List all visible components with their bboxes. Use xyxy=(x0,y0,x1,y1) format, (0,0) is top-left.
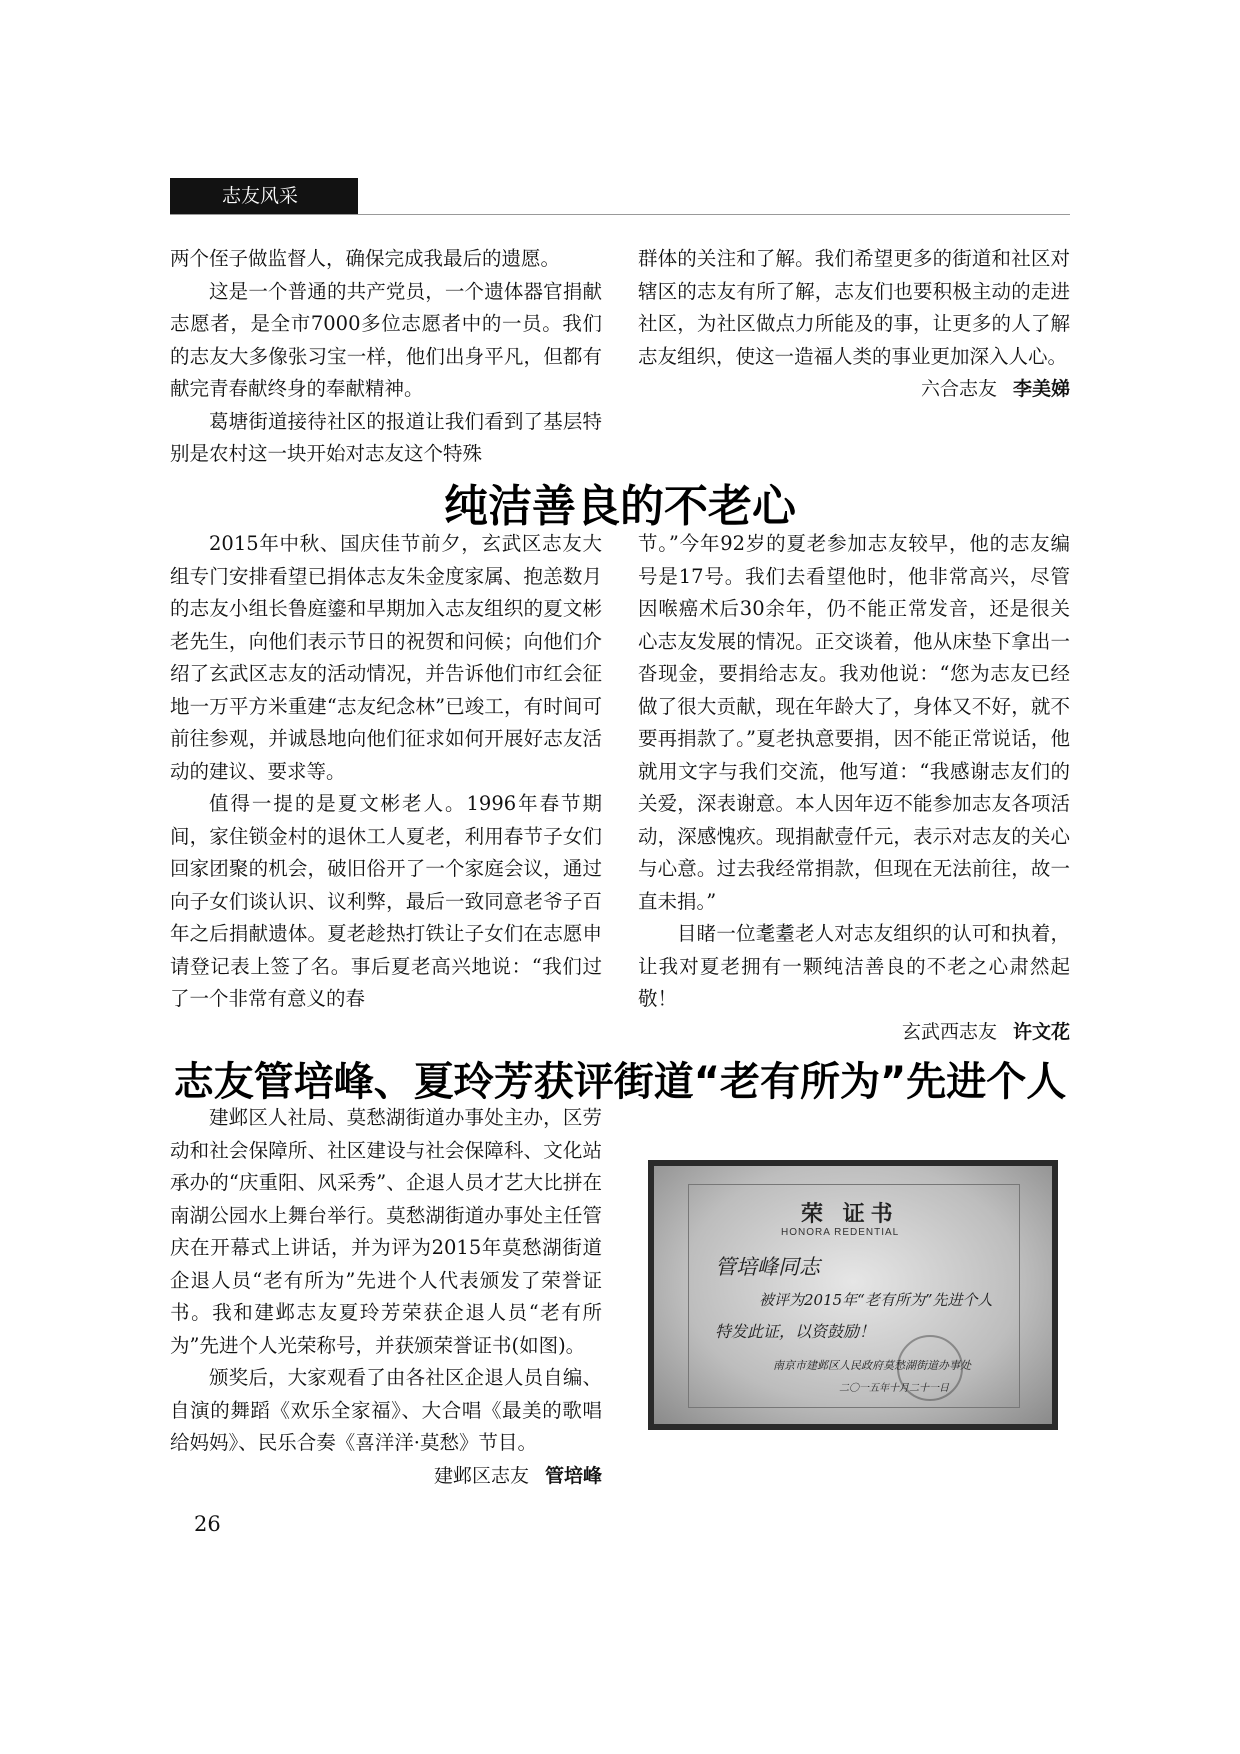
article3-column xyxy=(170,1102,602,1492)
article3-signature xyxy=(170,1460,602,1493)
article1-paragraph-2: 这是一个普通的共产党员，一个遗体器官捐献志愿者，是全市7000多位志愿者中的一员。我们的志友大多像张习宝一样，他们出身平凡，但都有献完青春献终身的奉献精神。 xyxy=(170,279,602,400)
certificate-recipient: 管培峰同志 xyxy=(715,1255,820,1279)
article1-right-column xyxy=(638,243,1070,406)
certificate-title: 荣 证书 xyxy=(801,1202,899,1227)
article3-paragraph-2: 颁奖后，大家观看了由各社区企退人员自编、自演的舞蹈《欢乐全家福》、大合唱《最美的歌唱给妈妈》、民乐合奏《喜洋洋·莫愁》节目。 xyxy=(170,1366,602,1454)
certificate-issuer: 南京市建邺区人民政府莫愁湖街道办事处 xyxy=(773,1359,971,1372)
article2-signature xyxy=(638,1016,1070,1049)
article1-signature-name: 李美娣 xyxy=(1012,378,1070,400)
certificate-photo xyxy=(648,1160,1058,1430)
article2-paragraph-1: 2015年中秋、国庆佳节前夕，玄武区志友大组专门安排看望已捐体志友朱金度家属、抱恙数月的志友小组长鲁庭鎏和早期加入志友组织的夏文彬老先生，向他们表示节日的祝贺和问候；向他们介绍了玄武区志友的活动情况，并告诉他们市红会征地一万平方米重建“志友纪念林”已竣工，有时间可前往参观，并诚恳地向他们征求如何开展好志友活动的建议、要求等。 xyxy=(170,532,602,783)
article1-paragraph-3: 葛塘街道接待社区的报道让我们看到了基层特别是农村这一块开始对志友这个特殊 xyxy=(170,409,602,465)
article3-title: 志友管培峰、夏玲芳获评街道“老有所为”先进个人 xyxy=(173,1059,1067,1105)
certificate-award-line: 被评为2015年“老有所为”先进个人 xyxy=(759,1291,993,1309)
article1-signature-place: 六合志友 xyxy=(920,378,997,400)
article3-paragraph-1: 建邺区人社局、莫愁湖街道办事处主办，区劳动和社会保障所、社区建设与社会保障科、文化站承办的“庆重阳、风采秀”、企退人员才艺大比拼在南湖公园水上舞台举行。莫愁湖街道办事处主任管庆在开幕式上讲话，并为评为2015年莫愁湖街道企退人员“老有所为”先进个人代表颁发了荣誉证书。我和建邺志友夏玲芳荣获企退人员“老有所为”先进个人光荣称号，并获颁荣誉证书(如图)。 xyxy=(170,1106,602,1357)
article1-signature xyxy=(638,373,1070,406)
article1-paragraph-1: 两个侄子做监督人，确保完成我最后的遗愿。 xyxy=(170,247,561,270)
certificate xyxy=(688,1184,1020,1408)
certificate-date: 二〇一五年十月二十一日 xyxy=(839,1383,949,1394)
article2-signature-name: 许文花 xyxy=(1012,1020,1070,1043)
section-label: 志友风采 xyxy=(222,185,299,207)
article3-signature-name: 管培峰 xyxy=(544,1464,602,1487)
page-number: 26 xyxy=(194,1512,221,1536)
certificate-encouragement: 特发此证，以资鼓励！ xyxy=(715,1322,876,1341)
article1-left-column xyxy=(170,243,602,471)
header-divider xyxy=(170,214,1070,215)
article2-paragraph-4: 目睹一位耄耋老人对志友组织的认可和执着，让我对夏老拥有一颗纯洁善良的不老之心肃然起敬！ xyxy=(638,922,1070,1010)
article3-signature-place: 建邺区志友 xyxy=(433,1464,529,1487)
article2-title: 纯洁善良的不老心 xyxy=(444,481,796,532)
article2-right-column xyxy=(638,528,1070,1048)
article2-paragraph-3: 节。”今年92岁的夏老参加志友较早，他的志友编号是17号。我们去看望他时，他非常高兴，尽管因喉癌术后30余年，仍不能正常发音，还是很关心志友发展的情况。正交谈着，他从床垫下拿出一沓现金，要捐给志友。我劝他说：“您为志友已经做了很大贡献，现在年龄大了，身体又不好，就不要再捐款了。”夏老执意要捐，因不能正常说话，他就用文字与我们交流，他写道：“我感谢志友们的关爱，深表谢意。本人因年迈不能参加志友各项活动，深感愧疚。现捐献壹仟元，表示对志友的关心与心意。过去我经常捐款，但现在无法前往，故一直未捐。” xyxy=(638,532,1070,913)
article1-right-paragraph: 群体的关注和了解。我们希望更多的街道和社区对辖区的志友有所了解，志友们也要积极主动的走进社区，为社区做点力所能及的事，让更多的人了解志友组织，使这一造福人类的事业更加深入人心。 xyxy=(638,247,1070,368)
section-header xyxy=(170,178,358,214)
certificate-subtitle: HONORA REDENTIAL xyxy=(781,1227,900,1238)
article2-signature-place: 玄武西志友 xyxy=(901,1020,997,1043)
article2-paragraph-2: 值得一提的是夏文彬老人。1996年春节期间，家住锁金村的退休工人夏老，利用春节子女们回家团聚的机会，破旧俗开了一个家庭会议，通过向子女们谈认识、议利弊，最后一致同意老爷子百年之后捐献遗体。夏老趁热打铁让子女们在志愿申请登记表上签了名。事后夏老高兴地说：“我们过了一个非常有意义的春 xyxy=(170,792,602,1010)
article2-left-column xyxy=(170,528,602,1016)
